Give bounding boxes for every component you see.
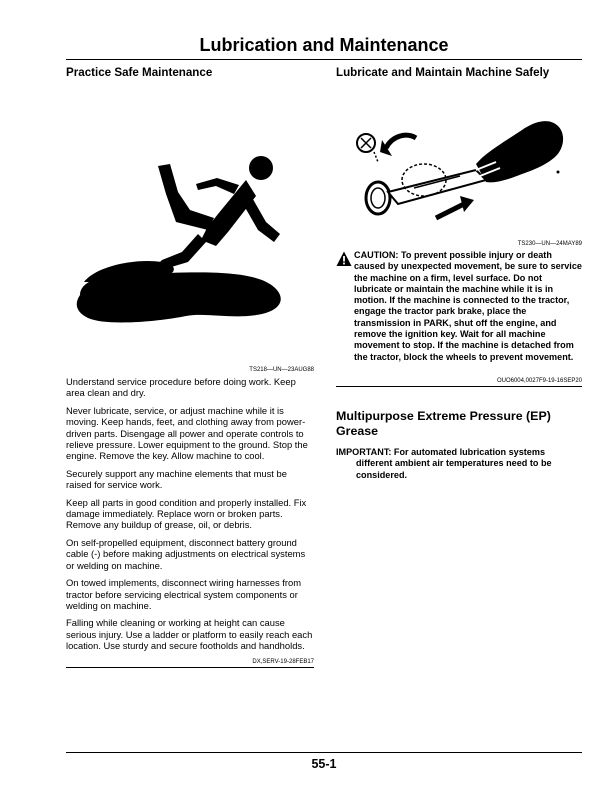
reference-id: DX,SERV-19-28FEB17 — [252, 658, 314, 665]
section-heading-safe-maintenance: Practice Safe Maintenance — [66, 66, 213, 79]
page-title: Lubrication and Maintenance — [199, 35, 449, 55]
caution-text: CAUTION: To prevent possible injury or death caused by unexpected movement, be sure to service the machine on a firm, level surface. Do not lubricate or maintain the machine while it is in motion. If the machine is connected to the tractor, engage the tractor park brake, place the transmission in PARK, shut off the engine, and remove the ignition key. Wait for all machine movement to stop. If the machine is detached from the tractor, block the wheels to prevent movement. — [354, 250, 582, 362]
left-body-text — [66, 376, 314, 652]
stop-engine-figure — [336, 100, 582, 230]
slip-and-fall-icon — [66, 130, 314, 370]
caution-notice — [336, 250, 582, 363]
section-heading-ep-grease: Multipurpose Extreme Pressure (EP) Grease — [336, 408, 551, 438]
slip-hazard-figure — [66, 130, 314, 370]
paragraph: Securely support any machine elements that must be raised for service work. — [66, 467, 287, 491]
page-number: 55-1 — [311, 757, 337, 771]
section-divider — [66, 667, 314, 668]
paragraph: Understand service procedure before doing work. Keep area clean and dry. — [66, 376, 296, 399]
figure-id-ts218: TS218—UN—23AUG88 — [249, 367, 314, 373]
paragraph: On towed implements, disconnect wiring harnesses from tractor before servicing electrical system components or welding on machine. — [66, 577, 301, 611]
footer-divider — [66, 752, 582, 753]
left-column — [66, 66, 314, 668]
stop-engine-remove-key-icon — [336, 100, 582, 230]
title-divider — [66, 59, 582, 60]
reference-id: OUO6004,0027F9-19-16SEP20 — [496, 377, 582, 384]
paragraph: Keep all parts in good condition and properly installed. Fix damage immediately. Replace worn or broken parts. Remove any buildup of grease, oil, or debris. — [66, 496, 307, 531]
figure-id-ts230: TS230—UN—24MAY89 — [517, 241, 582, 247]
important-notice: IMPORTANT: For automated lubrication systems different ambient air temperatures need to be considered. — [336, 446, 552, 480]
section-divider — [336, 386, 582, 387]
section-heading-lubricate-safely: Lubricate and Maintain Machine Safely — [336, 66, 550, 79]
paragraph: On self-propelled equipment, disconnect battery ground cable (-) before making adjustments on electrical systems or welding on machine. — [66, 536, 306, 571]
warning-triangle-icon — [336, 251, 352, 267]
paragraph: Never lubricate, service, or adjust machine while it is moving. Keep hands, feet, and clothing away from power-driven parts. Disengage all power and operate controls to relieve pressure. Lower equipment to the ground. Stop the engine. Remove the key. Allow machine to cool. — [66, 404, 308, 462]
right-column — [336, 66, 582, 481]
paragraph: Falling while cleaning or working at height can cause serious injury. Use a ladder or platform to easily reach each location. Use sturdy and secure footholds and handholds. — [66, 617, 313, 652]
